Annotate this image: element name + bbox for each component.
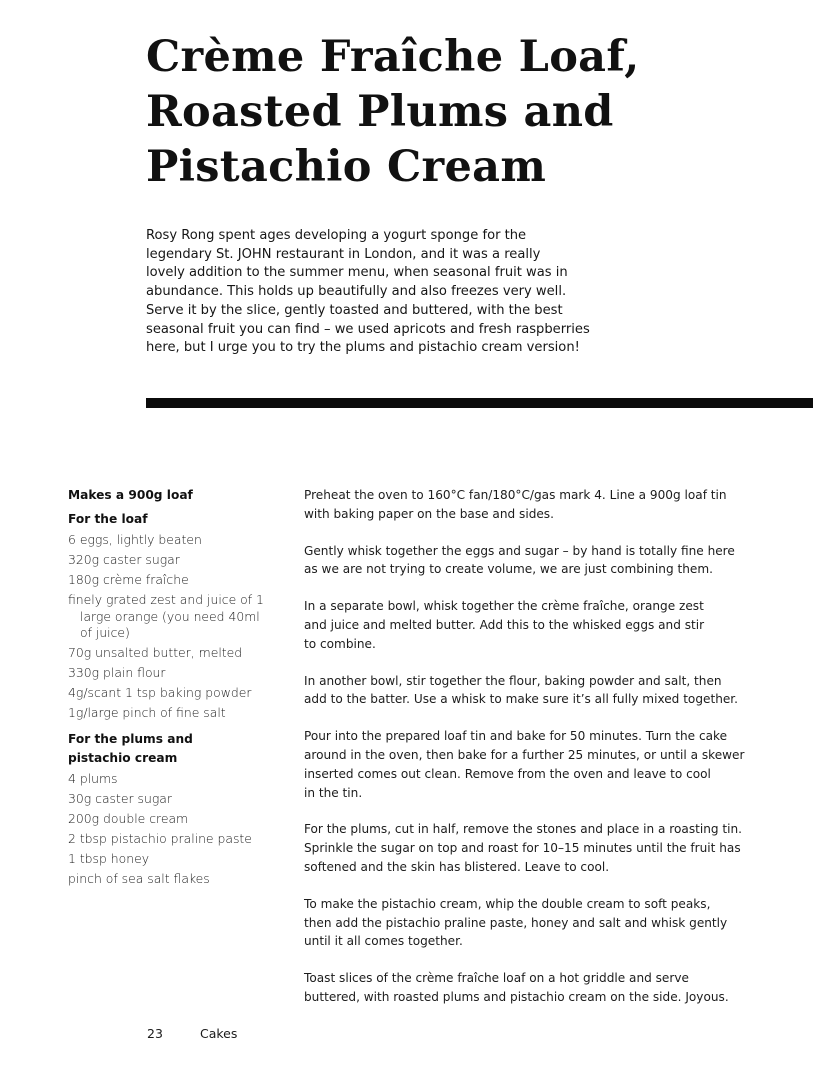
method-step <box>304 672 774 710</box>
ingredient-line: large orange (you need 40ml <box>80 608 260 624</box>
step-line: around in the oven, then bake for a further 25 minutes, or until a skewer <box>304 747 745 762</box>
heading-line: For the plums and <box>68 731 193 746</box>
yield-heading: Makes a 900g loaf <box>68 488 193 502</box>
step-line: then add the pistachio praline paste, honey and salt and whisk gently <box>304 915 728 930</box>
title-line: Crème Fraîche Loaf, <box>146 32 640 82</box>
ingredient-line: finely grated zest and juice of 1 <box>68 592 264 607</box>
ingredient-item: 1g/large pinch of fine salt <box>68 704 226 720</box>
title-line: Pistachio Cream <box>146 142 547 192</box>
step-line: and juice and melted butter. Add this to the whisked eggs and stir <box>304 617 705 632</box>
ingredient-item: 320g caster sugar <box>68 552 180 567</box>
intro-line: Rosy Rong spent ages developing a yogurt sponge for the <box>146 228 527 243</box>
intro-line: abundance. This holds up beautifully and also freezes very well. <box>146 284 567 300</box>
method-step <box>304 486 774 524</box>
recipe-intro <box>146 227 616 358</box>
intro-line: Serve it by the slice, gently toasted and buttered, with the best <box>146 302 563 318</box>
section-name: Cakes <box>200 1026 238 1041</box>
step-line: For the plums, cut in half, remove the stones and place in a roasting tin. <box>304 822 743 837</box>
step-line: Pour into the prepared loaf tin and bake for 50 minutes. Turn the cake <box>304 729 728 744</box>
step-line: Gently whisk together the eggs and sugar – by hand is totally fine here <box>304 543 735 558</box>
intro-line: seasonal fruit you can find – we used apricots and fresh raspberries <box>146 321 590 337</box>
loaf-heading: For the loaf <box>68 512 148 526</box>
intro-line: legendary St. JOHN restaurant in London, and it was a really <box>146 246 541 262</box>
step-line: In another bowl, stir together the flour, baking powder and salt, then <box>304 673 722 688</box>
ingredient-item: 70g unsalted butter, melted <box>68 644 243 660</box>
ingredient-item: 180g crème fraîche <box>68 572 189 587</box>
loaf-ingredient-list <box>68 530 283 723</box>
ingredient-item: 2 tbsp pistachio praline paste <box>68 830 252 846</box>
recipe-title <box>146 30 786 195</box>
method-step <box>304 542 774 580</box>
method-step <box>304 597 774 653</box>
step-line: To make the pistachio cream, whip the double cream to soft peaks, <box>304 896 711 911</box>
step-line: softened and the skin has blistered. Leave to cool. <box>304 859 610 874</box>
step-line: Sprinkle the sugar on top and roast for 10–15 minutes until the fruit has <box>304 841 741 856</box>
step-line: In a separate bowl, whisk together the crème fraîche, orange zest <box>304 599 704 614</box>
section-divider <box>146 398 813 408</box>
title-line: Roasted Plums and <box>146 87 614 137</box>
ingredient-item: 330g plain flour <box>68 664 166 680</box>
method-step <box>304 969 774 1007</box>
step-line: as we are not trying to create volume, we are just combining them. <box>304 562 713 577</box>
intro-line: here, but I urge you to try the plums and pistachio cream version! <box>146 340 580 356</box>
step-line: add to the batter. Use a whisk to make sure it’s all fully mixed together. <box>304 692 739 707</box>
method-step <box>304 895 774 951</box>
plums-heading <box>68 730 283 768</box>
step-line: buttered, with roasted plums and pistachio cream on the side. Joyous. <box>304 989 729 1004</box>
ingredient-line: of juice) <box>80 625 130 640</box>
ingredient-item: 6 eggs, lightly beaten <box>68 532 202 547</box>
plums-ingredient-list <box>68 769 283 889</box>
heading-line: pistachio cream <box>68 750 178 765</box>
step-line: until it all comes together. <box>304 934 463 949</box>
step-line: with baking paper on the base and sides. <box>304 506 554 521</box>
ingredient-item: 1 tbsp honey <box>68 850 150 866</box>
ingredient-item: 200g double cream <box>68 810 189 826</box>
page-number: 23 <box>147 1026 163 1041</box>
method-column <box>304 486 774 1025</box>
ingredients-column <box>68 486 283 889</box>
method-step <box>304 820 774 876</box>
step-line: to combine. <box>304 636 376 651</box>
step-line: in the tin. <box>304 785 363 800</box>
ingredient-item: pinch of sea salt flakes <box>68 870 210 886</box>
intro-line: lovely addition to the summer menu, when seasonal fruit was in <box>146 265 568 281</box>
step-line: inserted comes out clean. Remove from the oven and leave to cool <box>304 766 711 781</box>
ingredient-item <box>68 590 283 643</box>
ingredient-item: 4 plums <box>68 770 118 786</box>
step-line: Preheat the oven to 160°C fan/180°C/gas mark 4. Line a 900g loaf tin <box>304 488 727 502</box>
method-step <box>304 727 774 802</box>
ingredient-item: 30g caster sugar <box>68 790 172 806</box>
step-line: Toast slices of the crème fraîche loaf on a hot griddle and serve <box>304 971 689 986</box>
ingredient-item: 4g/scant 1 tsp baking powder <box>68 684 252 700</box>
